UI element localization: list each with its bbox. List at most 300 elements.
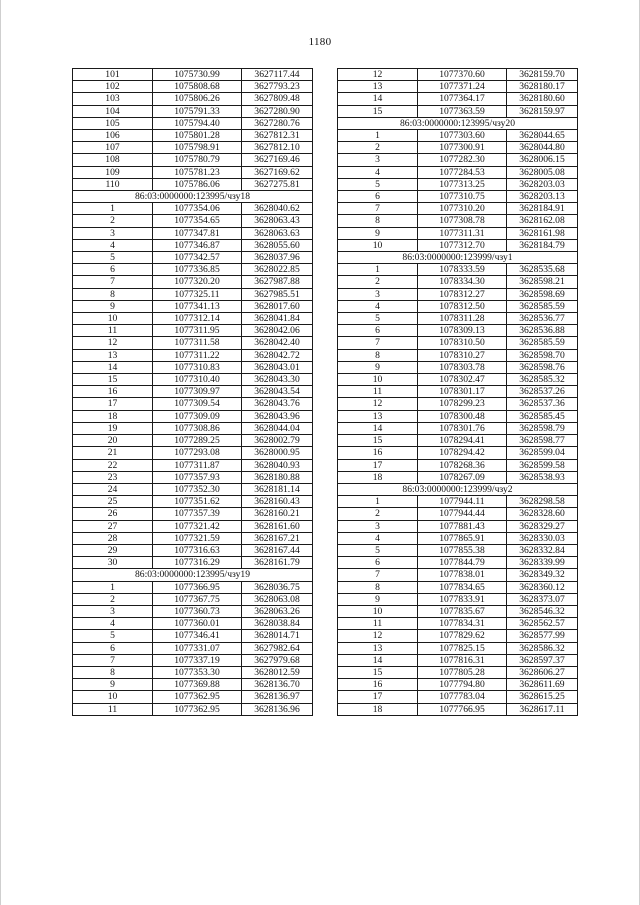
table-row <box>338 496 578 508</box>
y-coordinate-cell: 3628136.97 <box>242 691 313 703</box>
table-row <box>338 325 578 337</box>
x-coordinate-cell: 1075781.23 <box>153 166 242 178</box>
x-coordinate-cell: 1077364.17 <box>418 93 507 105</box>
table-row <box>73 227 313 239</box>
point-number-cell: 7 <box>338 569 418 581</box>
table-row <box>73 288 313 300</box>
y-coordinate-cell: 3628536.88 <box>507 325 578 337</box>
section-cadastral-number: 86:03:0000000:123995/чзу20 <box>338 117 578 129</box>
table-row <box>338 337 578 349</box>
point-number-cell: 11 <box>73 325 153 337</box>
x-coordinate-cell: 1077321.59 <box>153 532 242 544</box>
table-row <box>73 93 313 105</box>
y-coordinate-cell: 3628332.84 <box>507 544 578 556</box>
point-number-cell: 13 <box>338 81 418 93</box>
y-coordinate-cell: 3628615.25 <box>507 691 578 703</box>
x-coordinate-cell: 1077766.95 <box>418 703 507 715</box>
y-coordinate-cell: 3628063.43 <box>242 215 313 227</box>
coordinates-table-left <box>72 68 313 716</box>
y-coordinate-cell: 3628000.95 <box>242 447 313 459</box>
y-coordinate-cell: 3628162.08 <box>507 215 578 227</box>
table-row <box>73 618 313 630</box>
table-row <box>338 532 578 544</box>
y-coordinate-cell: 3628203.13 <box>507 191 578 203</box>
y-coordinate-cell: 3628577.99 <box>507 630 578 642</box>
table-row <box>73 69 313 81</box>
x-coordinate-cell: 1077369.88 <box>153 679 242 691</box>
table-row <box>73 337 313 349</box>
table-row <box>73 630 313 642</box>
y-coordinate-cell: 3628055.60 <box>242 239 313 251</box>
point-number-cell: 9 <box>338 593 418 605</box>
section-header-row <box>338 483 578 495</box>
x-coordinate-cell: 1077321.42 <box>153 520 242 532</box>
x-coordinate-cell: 1077337.19 <box>153 654 242 666</box>
table-row <box>73 264 313 276</box>
point-number-cell: 19 <box>73 422 153 434</box>
y-coordinate-cell: 3628161.60 <box>242 520 313 532</box>
x-coordinate-cell: 1078267.09 <box>418 471 507 483</box>
x-coordinate-cell: 1078302.47 <box>418 374 507 386</box>
y-coordinate-cell: 3628063.26 <box>242 605 313 617</box>
y-coordinate-cell: 3628014.71 <box>242 630 313 642</box>
x-coordinate-cell: 1077353.30 <box>153 666 242 678</box>
table-row <box>73 508 313 520</box>
point-number-cell: 102 <box>73 81 153 93</box>
point-number-cell: 13 <box>338 642 418 654</box>
table-row <box>73 496 313 508</box>
x-coordinate-cell: 1077794.80 <box>418 679 507 691</box>
table-row <box>338 618 578 630</box>
table-row <box>338 508 578 520</box>
x-coordinate-cell: 1077310.83 <box>153 361 242 373</box>
y-coordinate-cell: 3628136.96 <box>242 703 313 715</box>
x-coordinate-cell: 1077367.75 <box>153 593 242 605</box>
table-row <box>338 520 578 532</box>
y-coordinate-cell: 3628063.63 <box>242 227 313 239</box>
point-number-cell: 6 <box>338 191 418 203</box>
x-coordinate-cell: 1077312.70 <box>418 239 507 251</box>
table-row <box>338 154 578 166</box>
table-row <box>73 117 313 129</box>
point-number-cell: 1 <box>73 581 153 593</box>
y-coordinate-cell: 3628585.59 <box>507 300 578 312</box>
section-cadastral-number: 86:03:0000000:123999/чзу2 <box>338 483 578 495</box>
point-number-cell: 12 <box>338 398 418 410</box>
x-coordinate-cell: 1078294.41 <box>418 435 507 447</box>
point-number-cell: 4 <box>338 300 418 312</box>
x-coordinate-cell: 1075730.99 <box>153 69 242 81</box>
point-number-cell: 25 <box>73 496 153 508</box>
y-coordinate-cell: 3628180.60 <box>507 93 578 105</box>
y-coordinate-cell: 3628005.08 <box>507 166 578 178</box>
y-coordinate-cell: 3627280.76 <box>242 117 313 129</box>
y-coordinate-cell: 3628044.80 <box>507 142 578 154</box>
table-row <box>73 105 313 117</box>
y-coordinate-cell: 3628537.36 <box>507 398 578 410</box>
point-number-cell: 27 <box>73 520 153 532</box>
table-row <box>73 593 313 605</box>
point-number-cell: 2 <box>73 593 153 605</box>
table-row <box>73 325 313 337</box>
y-coordinate-cell: 3628040.62 <box>242 203 313 215</box>
table-row <box>73 81 313 93</box>
y-coordinate-cell: 3628599.04 <box>507 447 578 459</box>
x-coordinate-cell: 1077354.06 <box>153 203 242 215</box>
table-row <box>338 215 578 227</box>
point-number-cell: 1 <box>73 203 153 215</box>
point-number-cell: 15 <box>338 105 418 117</box>
y-coordinate-cell: 3628006.15 <box>507 154 578 166</box>
point-number-cell: 15 <box>338 435 418 447</box>
x-coordinate-cell: 1077360.73 <box>153 605 242 617</box>
point-number-cell: 5 <box>338 178 418 190</box>
y-coordinate-cell: 3628537.26 <box>507 386 578 398</box>
point-number-cell: 8 <box>73 288 153 300</box>
y-coordinate-cell: 3628043.96 <box>242 410 313 422</box>
y-coordinate-cell: 3628328.60 <box>507 508 578 520</box>
x-coordinate-cell: 1077309.09 <box>153 410 242 422</box>
x-coordinate-cell: 1077289.25 <box>153 435 242 447</box>
point-number-cell: 3 <box>338 520 418 532</box>
table-row <box>338 264 578 276</box>
table-row <box>73 520 313 532</box>
x-coordinate-cell: 1077835.67 <box>418 605 507 617</box>
table-row <box>73 154 313 166</box>
table-row <box>338 166 578 178</box>
point-number-cell: 10 <box>73 313 153 325</box>
x-coordinate-cell: 1078334.30 <box>418 276 507 288</box>
table-row <box>338 227 578 239</box>
scan-edge-left <box>0 0 1 905</box>
point-number-cell: 30 <box>73 557 153 569</box>
x-coordinate-cell: 1077284.53 <box>418 166 507 178</box>
point-number-cell: 11 <box>338 618 418 630</box>
table-row <box>73 178 313 190</box>
point-number-cell: 28 <box>73 532 153 544</box>
x-coordinate-cell: 1077366.95 <box>153 581 242 593</box>
table-row <box>73 130 313 142</box>
y-coordinate-cell: 3628180.17 <box>507 81 578 93</box>
point-number-cell: 26 <box>73 508 153 520</box>
point-number-cell: 4 <box>338 166 418 178</box>
table-row <box>73 349 313 361</box>
table-row <box>73 239 313 251</box>
x-coordinate-cell: 1077342.57 <box>153 252 242 264</box>
y-coordinate-cell: 3628063.08 <box>242 593 313 605</box>
x-coordinate-cell: 1077300.91 <box>418 142 507 154</box>
x-coordinate-cell: 1077311.58 <box>153 337 242 349</box>
y-coordinate-cell: 3628040.93 <box>242 459 313 471</box>
point-number-cell: 18 <box>73 410 153 422</box>
y-coordinate-cell: 3628599.58 <box>507 459 578 471</box>
table-row <box>338 142 578 154</box>
table-row <box>338 178 578 190</box>
y-coordinate-cell: 3628042.06 <box>242 325 313 337</box>
y-coordinate-cell: 3627979.68 <box>242 654 313 666</box>
point-number-cell: 5 <box>73 630 153 642</box>
point-number-cell: 29 <box>73 544 153 556</box>
point-number-cell: 18 <box>338 471 418 483</box>
y-coordinate-cell: 3628159.97 <box>507 105 578 117</box>
y-coordinate-cell: 3628606.27 <box>507 666 578 678</box>
x-coordinate-cell: 1077309.54 <box>153 398 242 410</box>
y-coordinate-cell: 3628598.79 <box>507 422 578 434</box>
point-number-cell: 2 <box>73 215 153 227</box>
point-number-cell: 17 <box>338 691 418 703</box>
point-number-cell: 1 <box>338 496 418 508</box>
section-cadastral-number: 86:03:0000000:123995/чзу19 <box>73 569 313 581</box>
x-coordinate-cell: 1077325.11 <box>153 288 242 300</box>
y-coordinate-cell: 3627169.46 <box>242 154 313 166</box>
x-coordinate-cell: 1075780.79 <box>153 154 242 166</box>
table-row <box>73 447 313 459</box>
section-header-row <box>338 117 578 129</box>
coordinates-table-right <box>337 68 578 716</box>
table-row <box>73 581 313 593</box>
x-coordinate-cell: 1077783.04 <box>418 691 507 703</box>
table-row <box>338 593 578 605</box>
table-row <box>338 557 578 569</box>
point-number-cell: 14 <box>338 654 418 666</box>
table-row <box>338 422 578 434</box>
table-row <box>73 483 313 495</box>
x-coordinate-cell: 1078300.48 <box>418 410 507 422</box>
x-coordinate-cell: 1077293.08 <box>153 447 242 459</box>
y-coordinate-cell: 3628562.57 <box>507 618 578 630</box>
y-coordinate-cell: 3628598.69 <box>507 288 578 300</box>
x-coordinate-cell: 1078309.13 <box>418 325 507 337</box>
y-coordinate-cell: 3627982.64 <box>242 642 313 654</box>
point-number-cell: 109 <box>73 166 153 178</box>
y-coordinate-cell: 3628167.21 <box>242 532 313 544</box>
point-number-cell: 101 <box>73 69 153 81</box>
y-coordinate-cell: 3627985.51 <box>242 288 313 300</box>
x-coordinate-cell: 1078301.17 <box>418 386 507 398</box>
point-number-cell: 3 <box>338 288 418 300</box>
point-number-cell: 10 <box>338 239 418 251</box>
y-coordinate-cell: 3627809.48 <box>242 93 313 105</box>
point-number-cell: 12 <box>73 337 153 349</box>
y-coordinate-cell: 3628042.40 <box>242 337 313 349</box>
point-number-cell: 1 <box>338 130 418 142</box>
table-row <box>73 642 313 654</box>
y-coordinate-cell: 3628037.96 <box>242 252 313 264</box>
x-coordinate-cell: 1077311.31 <box>418 227 507 239</box>
point-number-cell: 16 <box>338 447 418 459</box>
y-coordinate-cell: 3628585.59 <box>507 337 578 349</box>
x-coordinate-cell: 1077354.65 <box>153 215 242 227</box>
x-coordinate-cell: 1077881.43 <box>418 520 507 532</box>
point-number-cell: 20 <box>73 435 153 447</box>
point-number-cell: 108 <box>73 154 153 166</box>
point-number-cell: 17 <box>73 398 153 410</box>
x-coordinate-cell: 1078303.78 <box>418 361 507 373</box>
point-number-cell: 12 <box>338 69 418 81</box>
table-row <box>73 361 313 373</box>
point-number-cell: 5 <box>338 313 418 325</box>
x-coordinate-cell: 1077833.91 <box>418 593 507 605</box>
point-number-cell: 4 <box>73 239 153 251</box>
y-coordinate-cell: 3627117.44 <box>242 69 313 81</box>
x-coordinate-cell: 1077865.91 <box>418 532 507 544</box>
x-coordinate-cell: 1077371.24 <box>418 81 507 93</box>
x-coordinate-cell: 1078312.27 <box>418 288 507 300</box>
table-row <box>73 252 313 264</box>
y-coordinate-cell: 3628184.79 <box>507 239 578 251</box>
point-number-cell: 2 <box>338 508 418 520</box>
y-coordinate-cell: 3628585.45 <box>507 410 578 422</box>
point-number-cell: 23 <box>73 471 153 483</box>
point-number-cell: 3 <box>73 605 153 617</box>
x-coordinate-cell: 1075794.40 <box>153 117 242 129</box>
x-coordinate-cell: 1075798.91 <box>153 142 242 154</box>
section-cadastral-number: 86:03:0000000:123999/чзу1 <box>338 252 578 264</box>
table-row <box>338 666 578 678</box>
point-number-cell: 21 <box>73 447 153 459</box>
y-coordinate-cell: 3628611.69 <box>507 679 578 691</box>
table-row <box>73 215 313 227</box>
y-coordinate-cell: 3628373.07 <box>507 593 578 605</box>
table-row <box>73 166 313 178</box>
y-coordinate-cell: 3628339.99 <box>507 557 578 569</box>
y-coordinate-cell: 3628161.98 <box>507 227 578 239</box>
point-number-cell: 10 <box>338 374 418 386</box>
point-number-cell: 17 <box>338 459 418 471</box>
y-coordinate-cell: 3628161.79 <box>242 557 313 569</box>
x-coordinate-cell: 1077336.85 <box>153 264 242 276</box>
point-number-cell: 11 <box>73 703 153 715</box>
y-coordinate-cell: 3628160.43 <box>242 496 313 508</box>
point-number-cell: 1 <box>338 264 418 276</box>
y-coordinate-cell: 3628022.85 <box>242 264 313 276</box>
table-row <box>338 300 578 312</box>
table-row <box>73 203 313 215</box>
point-number-cell: 3 <box>73 227 153 239</box>
point-number-cell: 8 <box>338 581 418 593</box>
x-coordinate-cell: 1077309.97 <box>153 386 242 398</box>
x-coordinate-cell: 1077834.65 <box>418 581 507 593</box>
table-row <box>338 361 578 373</box>
point-number-cell: 104 <box>73 105 153 117</box>
y-coordinate-cell: 3627793.23 <box>242 81 313 93</box>
point-number-cell: 22 <box>73 459 153 471</box>
x-coordinate-cell: 1078268.36 <box>418 459 507 471</box>
section-header-row <box>338 252 578 264</box>
point-number-cell: 4 <box>73 618 153 630</box>
x-coordinate-cell: 1078333.59 <box>418 264 507 276</box>
point-number-cell: 7 <box>338 203 418 215</box>
point-number-cell: 103 <box>73 93 153 105</box>
x-coordinate-cell: 1078311.28 <box>418 313 507 325</box>
x-coordinate-cell: 1077341.13 <box>153 300 242 312</box>
table-row <box>338 471 578 483</box>
y-coordinate-cell: 3628298.58 <box>507 496 578 508</box>
x-coordinate-cell: 1077303.60 <box>418 130 507 142</box>
x-coordinate-cell: 1078310.27 <box>418 349 507 361</box>
y-coordinate-cell: 3628038.84 <box>242 618 313 630</box>
table-row <box>338 691 578 703</box>
table-row <box>338 581 578 593</box>
point-number-cell: 2 <box>338 276 418 288</box>
point-number-cell: 9 <box>73 300 153 312</box>
x-coordinate-cell: 1077357.39 <box>153 508 242 520</box>
table-row <box>338 679 578 691</box>
x-coordinate-cell: 1077282.30 <box>418 154 507 166</box>
x-coordinate-cell: 1075786.06 <box>153 178 242 190</box>
y-coordinate-cell: 3628002.79 <box>242 435 313 447</box>
y-coordinate-cell: 3628585.32 <box>507 374 578 386</box>
y-coordinate-cell: 3628546.32 <box>507 605 578 617</box>
table-row <box>73 300 313 312</box>
y-coordinate-cell: 3628044.65 <box>507 130 578 142</box>
x-coordinate-cell: 1077310.75 <box>418 191 507 203</box>
table-row <box>338 191 578 203</box>
y-coordinate-cell: 3628203.03 <box>507 178 578 190</box>
y-coordinate-cell: 3628012.59 <box>242 666 313 678</box>
y-coordinate-cell: 3628598.70 <box>507 349 578 361</box>
table-row <box>73 544 313 556</box>
table-row <box>73 435 313 447</box>
point-number-cell: 8 <box>73 666 153 678</box>
x-coordinate-cell: 1077346.87 <box>153 239 242 251</box>
table-row <box>338 288 578 300</box>
page-number: 1180 <box>308 36 332 48</box>
y-coordinate-cell: 3628043.76 <box>242 398 313 410</box>
x-coordinate-cell: 1077311.22 <box>153 349 242 361</box>
y-coordinate-cell: 3628160.21 <box>242 508 313 520</box>
point-number-cell: 13 <box>73 349 153 361</box>
table-row <box>73 276 313 288</box>
x-coordinate-cell: 1077311.87 <box>153 459 242 471</box>
x-coordinate-cell: 1078299.23 <box>418 398 507 410</box>
point-number-cell: 15 <box>338 666 418 678</box>
section-header-row <box>73 191 313 203</box>
point-number-cell: 15 <box>73 374 153 386</box>
y-coordinate-cell: 3628042.72 <box>242 349 313 361</box>
table-row <box>338 81 578 93</box>
point-number-cell: 9 <box>73 679 153 691</box>
y-coordinate-cell: 3627275.81 <box>242 178 313 190</box>
table-row <box>73 654 313 666</box>
point-number-cell: 107 <box>73 142 153 154</box>
y-coordinate-cell: 3628181.14 <box>242 483 313 495</box>
point-number-cell: 5 <box>73 252 153 264</box>
point-number-cell: 5 <box>338 544 418 556</box>
y-coordinate-cell: 3628017.60 <box>242 300 313 312</box>
x-coordinate-cell: 1078312.50 <box>418 300 507 312</box>
y-coordinate-cell: 3627987.88 <box>242 276 313 288</box>
table-row <box>338 349 578 361</box>
x-coordinate-cell: 1077351.62 <box>153 496 242 508</box>
x-coordinate-cell: 1077816.31 <box>418 654 507 666</box>
x-coordinate-cell: 1077944.44 <box>418 508 507 520</box>
x-coordinate-cell: 1075801.28 <box>153 130 242 142</box>
table-row <box>73 557 313 569</box>
table-row <box>338 544 578 556</box>
x-coordinate-cell: 1077316.29 <box>153 557 242 569</box>
table-row <box>73 471 313 483</box>
table-row <box>73 666 313 678</box>
point-number-cell: 7 <box>73 654 153 666</box>
x-coordinate-cell: 1075806.26 <box>153 93 242 105</box>
x-coordinate-cell: 1075808.68 <box>153 81 242 93</box>
table-row <box>338 459 578 471</box>
y-coordinate-cell: 3628184.91 <box>507 203 578 215</box>
x-coordinate-cell: 1078310.50 <box>418 337 507 349</box>
table-row <box>338 276 578 288</box>
x-coordinate-cell: 1077308.78 <box>418 215 507 227</box>
